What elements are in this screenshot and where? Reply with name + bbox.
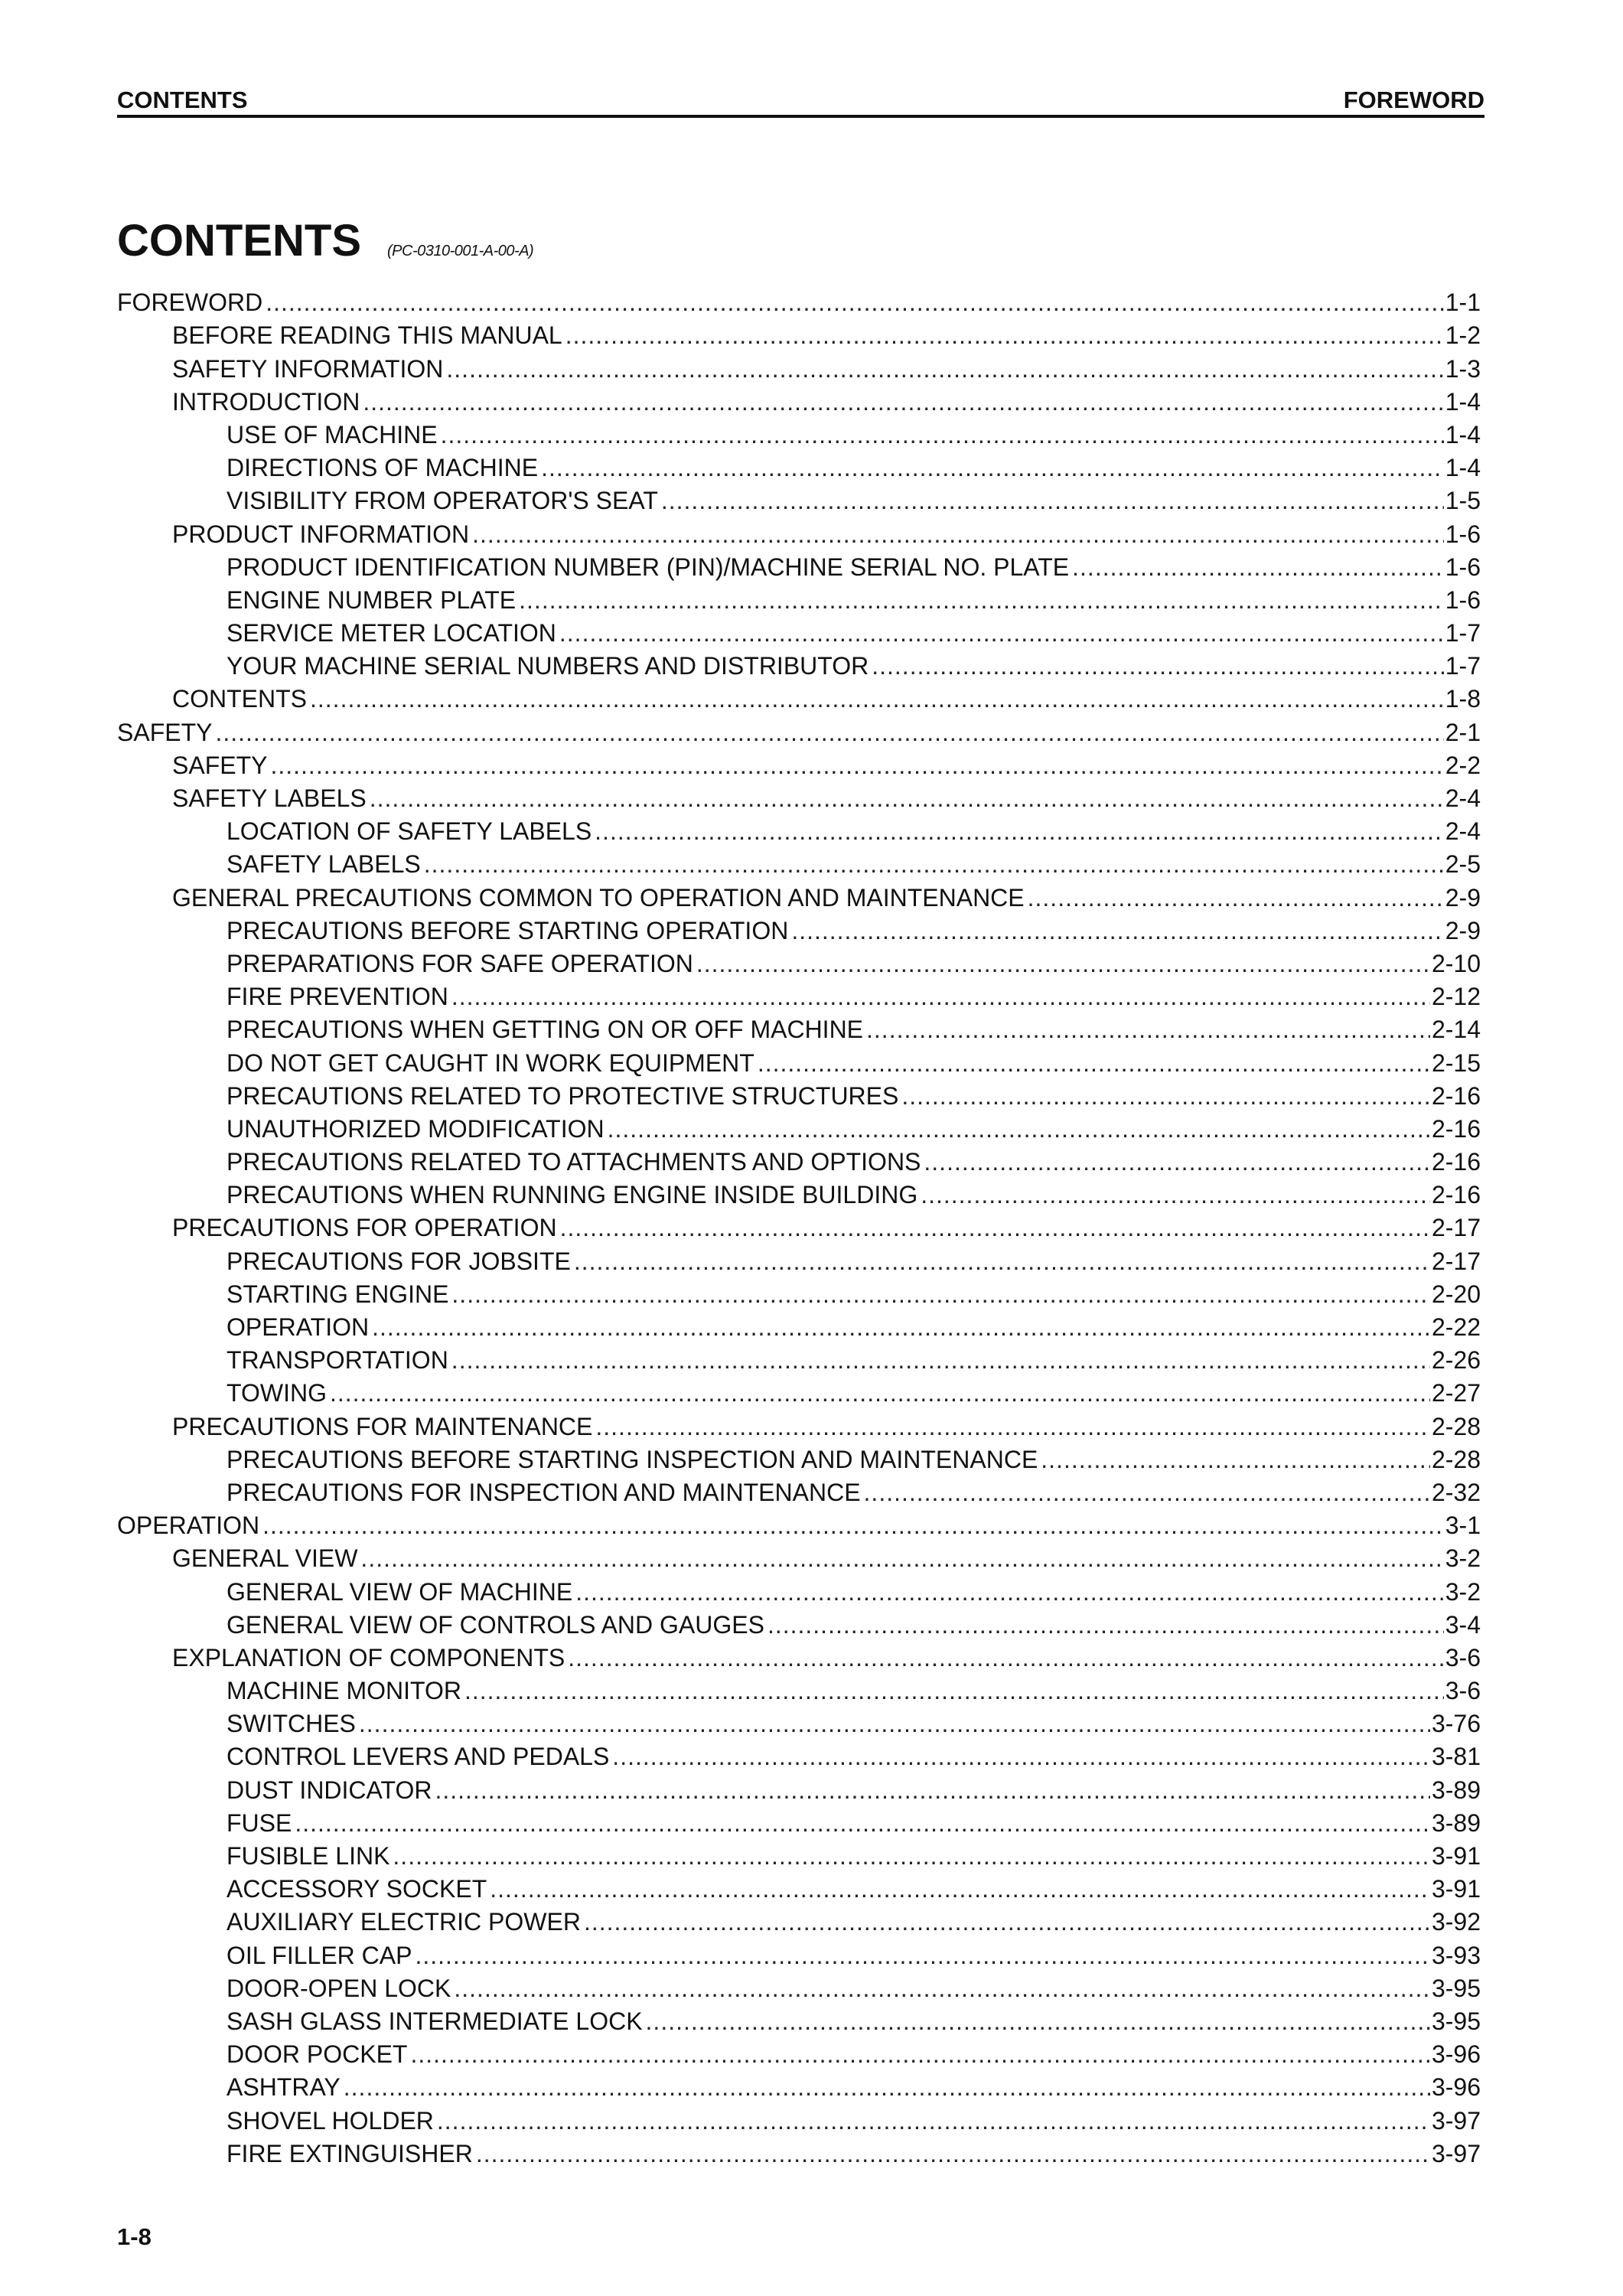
toc-entry[interactable] [117, 2136, 1481, 2169]
toc-entry-title: YOUR MACHINE SERIAL NUMBERS AND DISTRIBUTOR [227, 652, 869, 680]
toc-entry-title: PRECAUTIONS FOR MAINTENANCE [172, 1412, 593, 1440]
toc-leader-dots [476, 2139, 1430, 2169]
toc-entry-title: DO NOT GET CAUGHT IN WORK EQUIPMENT [227, 1049, 754, 1077]
toc-leader-dots [864, 1478, 1430, 1508]
toc-entry[interactable] [117, 846, 1481, 879]
toc-entry-page: 3-96 [1431, 2040, 1481, 2069]
toc-entry-page: 1-4 [1445, 387, 1481, 416]
toc-entry-page: 3-91 [1431, 1842, 1481, 1870]
toc-entry[interactable] [117, 1078, 1481, 1111]
toc-entry-title: FUSIBLE LINK [227, 1842, 390, 1870]
toc-leader-dots [215, 718, 1443, 748]
toc-entry-title: PRODUCT IDENTIFICATION NUMBER (PIN)/MACHINE SERIAL NO. PLATE [227, 553, 1070, 581]
toc-leader-dots [464, 1676, 1444, 1706]
toc-entry[interactable] [117, 714, 1481, 747]
toc-entry[interactable] [117, 1210, 1481, 1243]
toc-entry-page: 2-17 [1431, 1214, 1481, 1242]
toc-entry-page: 2-2 [1445, 751, 1481, 779]
toc-entry-title: GENERAL VIEW [172, 1544, 358, 1573]
toc-leader-dots [451, 1280, 1430, 1309]
toc-entry-page: 3-95 [1431, 1974, 1481, 2002]
toc-entry-title: UNAUTHORIZED MODIFICATION [227, 1114, 605, 1143]
toc-entry-page: 1-1 [1445, 289, 1481, 317]
toc-entry-page: 3-1 [1445, 1512, 1481, 1540]
toc-entry[interactable] [117, 1375, 1481, 1408]
toc-leader-dots [574, 1247, 1430, 1277]
toc-entry[interactable] [117, 2004, 1481, 2037]
toc-entry-title: AUXILIARY ELECTRIC POWER [227, 1908, 581, 1936]
toc-entry-title: PRECAUTIONS WHEN GETTING ON OR OFF MACHINE [227, 1016, 864, 1044]
toc-entry[interactable] [117, 1012, 1481, 1045]
toc-leader-dots [791, 916, 1443, 946]
toc-entry-page: 1-2 [1445, 321, 1481, 350]
toc-entry[interactable] [117, 1541, 1481, 1574]
toc-leader-dots [415, 1941, 1430, 1971]
toc-entry-page: 2-16 [1431, 1148, 1481, 1176]
toc-leader-dots [472, 520, 1444, 550]
toc-entry-page: 2-10 [1431, 949, 1481, 977]
toc-entry-page: 2-22 [1431, 1313, 1481, 1341]
toc-entry-page: 1-6 [1445, 553, 1481, 581]
toc-entry-title: PRECAUTIONS BEFORE STARTING INSPECTION AND MAINTENANCE [227, 1445, 1038, 1473]
toc-entry-title: GENERAL VIEW OF CONTROLS AND GAUGES [227, 1610, 764, 1639]
toc-entry-page: 1-5 [1445, 487, 1481, 515]
toc-entry[interactable] [117, 285, 1481, 318]
toc-entry-title: OPERATION [117, 1512, 260, 1540]
toc-entry-page: 2-4 [1445, 817, 1481, 846]
toc-leader-dots [541, 453, 1444, 483]
toc-entry-page: 2-28 [1431, 1445, 1481, 1473]
toc-entry-title: GENERAL VIEW OF MACHINE [227, 1577, 573, 1606]
toc-leader-dots [295, 1808, 1430, 1838]
toc-entry-title: ENGINE NUMBER PLATE [227, 585, 517, 614]
toc-entry[interactable] [117, 2069, 1481, 2102]
toc-entry-page: 2-16 [1431, 1181, 1481, 1209]
toc-entry-page: 2-9 [1445, 883, 1481, 912]
toc-entry[interactable] [117, 1408, 1481, 1441]
toc-entry-title: STARTING ENGINE [227, 1280, 449, 1308]
toc-entry-page: 2-12 [1431, 983, 1481, 1011]
toc-entry-title: FIRE EXTINGUISHER [227, 2139, 473, 2167]
toc-leader-dots [363, 387, 1443, 417]
toc-entry-page: 2-32 [1431, 1478, 1481, 1506]
toc-entry-page: 3-89 [1431, 1808, 1481, 1837]
page-title-text: CONTENTS [117, 216, 361, 266]
toc-leader-dots [595, 817, 1444, 846]
toc-entry-page: 2-9 [1445, 916, 1481, 944]
page-title [117, 214, 533, 268]
toc-entry-title: PRECAUTIONS FOR OPERATION [172, 1214, 557, 1242]
toc-entry-title: DOOR POCKET [227, 2040, 408, 2069]
toc-leader-dots [565, 321, 1444, 351]
toc-leader-dots [344, 2073, 1430, 2102]
toc-entry-title: USE OF MACHINE [227, 420, 438, 448]
toc-leader-dots [758, 1049, 1430, 1078]
header-chapter-label: FOREWORD [1343, 86, 1484, 113]
toc-entry[interactable] [117, 913, 1481, 946]
toc-leader-dots [924, 1147, 1430, 1177]
toc-entry[interactable] [117, 516, 1481, 549]
toc-leader-dots [437, 2106, 1430, 2136]
toc-leader-dots [393, 1841, 1430, 1871]
toc-entry[interactable] [117, 1937, 1481, 1970]
toc-leader-dots [646, 2007, 1430, 2037]
toc-entry-title: LOCATION OF SAFETY LABELS [227, 817, 592, 846]
toc-entry-page: 3-95 [1431, 2007, 1481, 2035]
toc-leader-dots [584, 1907, 1430, 1937]
toc-entry-page: 1-7 [1445, 619, 1481, 647]
toc-entry-title: PREPARATIONS FOR SAFE OPERATION [227, 949, 693, 977]
toc-entry-title: PRECAUTIONS RELATED TO ATTACHMENTS AND OPTIONS [227, 1148, 921, 1176]
toc-entry[interactable] [117, 318, 1481, 351]
toc-leader-dots [446, 354, 1443, 384]
toc-entry-title: ASHTRAY [227, 2073, 341, 2102]
table-of-contents [117, 285, 1481, 2169]
toc-leader-dots [262, 1511, 1444, 1541]
toc-entry[interactable] [117, 1838, 1481, 1871]
toc-leader-dots [270, 751, 1443, 781]
toc-entry[interactable] [117, 1508, 1481, 1541]
toc-entry-page: 2-4 [1445, 784, 1481, 812]
toc-entry-title: SAFETY LABELS [172, 784, 367, 812]
toc-entry-title: SWITCHES [227, 1710, 356, 1738]
toc-entry-page: 3-6 [1445, 1677, 1481, 1705]
toc-entry[interactable] [117, 1574, 1481, 1606]
toc-entry[interactable] [117, 1607, 1481, 1640]
toc-entry[interactable] [117, 1640, 1481, 1673]
toc-entry-title: SAFETY [172, 751, 268, 779]
toc-leader-dots [768, 1610, 1444, 1640]
toc-entry[interactable] [117, 1673, 1481, 1706]
toc-entry[interactable] [117, 1243, 1481, 1276]
toc-entry[interactable] [117, 1277, 1481, 1309]
toc-leader-dots [451, 1345, 1430, 1375]
toc-leader-dots [410, 2040, 1429, 2069]
toc-leader-dots [921, 1180, 1430, 1210]
toc-entry[interactable] [117, 1871, 1481, 1904]
toc-entry[interactable] [117, 1971, 1481, 2004]
toc-entry-title: PRODUCT INFORMATION [172, 520, 470, 548]
toc-entry[interactable] [117, 1739, 1481, 1772]
toc-leader-dots [1041, 1445, 1430, 1475]
toc-entry-title: FUSE [227, 1808, 292, 1837]
toc-leader-dots [661, 486, 1444, 516]
toc-entry-title: OPERATION [227, 1313, 370, 1341]
toc-entry-title: SAFETY [117, 718, 213, 746]
toc-entry-page: 1-4 [1445, 420, 1481, 448]
toc-entry[interactable] [117, 1309, 1481, 1342]
toc-entry[interactable] [117, 1772, 1481, 1805]
toc-entry[interactable] [117, 648, 1481, 681]
toc-leader-dots [559, 618, 1444, 648]
toc-entry-page: 1-3 [1445, 354, 1481, 383]
toc-leader-dots [435, 1776, 1429, 1805]
toc-entry-page: 2-16 [1431, 1081, 1481, 1110]
document-code: (PC-0310-001-A-00-A) [387, 243, 534, 259]
toc-entry[interactable] [117, 384, 1481, 417]
toc-entry[interactable] [117, 946, 1481, 979]
toc-entry-title: BEFORE READING THIS MANUAL [172, 321, 562, 350]
toc-entry-page: 1-6 [1445, 520, 1481, 548]
toc-entry[interactable] [117, 879, 1481, 912]
toc-entry-page: 2-26 [1431, 1346, 1481, 1375]
toc-leader-dots [560, 1213, 1430, 1243]
toc-leader-dots [866, 1015, 1430, 1045]
toc-entry-page: 2-15 [1431, 1049, 1481, 1077]
toc-entry-title: PRECAUTIONS BEFORE STARTING OPERATION [227, 916, 789, 944]
toc-entry[interactable] [117, 550, 1481, 582]
toc-leader-dots [519, 585, 1444, 615]
toc-entry[interactable] [117, 1706, 1481, 1739]
toc-entry-page: 1-6 [1445, 585, 1481, 614]
toc-leader-dots [901, 1081, 1430, 1111]
toc-entry-title: INTRODUCTION [172, 387, 360, 416]
toc-entry[interactable] [117, 2102, 1481, 2135]
toc-entry[interactable] [117, 1144, 1481, 1177]
toc-entry-page: 2-20 [1431, 1280, 1481, 1308]
toc-leader-dots [872, 651, 1444, 681]
toc-entry[interactable] [117, 1442, 1481, 1475]
toc-entry-page: 3-4 [1445, 1610, 1481, 1639]
toc-leader-dots [372, 1313, 1430, 1342]
toc-entry-page: 3-2 [1445, 1577, 1481, 1606]
toc-entry[interactable] [117, 483, 1481, 516]
toc-leader-dots [310, 684, 1444, 714]
toc-leader-dots [568, 1643, 1444, 1673]
toc-leader-dots [370, 784, 1444, 814]
toc-entry[interactable] [117, 1342, 1481, 1375]
toc-leader-dots [359, 1709, 1430, 1739]
toc-entry-title: DOOR-OPEN LOCK [227, 1974, 451, 2002]
toc-entry-title: OIL FILLER CAP [227, 1941, 412, 1969]
toc-entry[interactable] [117, 2037, 1481, 2069]
toc-leader-dots [595, 1412, 1430, 1442]
toc-leader-dots [441, 420, 1444, 450]
page-number: 1-8 [117, 2223, 152, 2250]
toc-entry[interactable] [117, 748, 1481, 781]
toc-entry[interactable] [117, 1111, 1481, 1144]
toc-leader-dots [612, 1742, 1430, 1772]
toc-entry-page: 2-1 [1445, 718, 1481, 746]
toc-leader-dots [451, 982, 1430, 1012]
toc-entry-page: 1-4 [1445, 454, 1481, 482]
toc-leader-dots [490, 1874, 1430, 1904]
toc-entry[interactable] [117, 681, 1481, 714]
toc-leader-dots [424, 850, 1444, 879]
toc-entry-page: 3-96 [1431, 2073, 1481, 2102]
toc-entry-title: CONTROL LEVERS AND PEDALS [227, 1743, 610, 1771]
toc-entry[interactable] [117, 979, 1481, 1012]
toc-entry-page: 3-76 [1431, 1710, 1481, 1738]
toc-entry-page: 2-28 [1431, 1412, 1481, 1440]
toc-entry[interactable] [117, 1805, 1481, 1838]
toc-entry[interactable] [117, 1045, 1481, 1078]
toc-entry-title: MACHINE MONITOR [227, 1677, 461, 1705]
toc-leader-dots [266, 288, 1444, 318]
toc-entry-title: PRECAUTIONS FOR JOBSITE [227, 1247, 571, 1275]
toc-leader-dots [696, 949, 1430, 979]
toc-leader-dots [360, 1544, 1443, 1574]
toc-entry[interactable] [117, 1475, 1481, 1508]
toc-entry-title: SHOVEL HOLDER [227, 2106, 434, 2135]
toc-entry-title: SAFETY LABELS [227, 850, 421, 879]
toc-entry[interactable] [117, 1904, 1481, 1937]
toc-leader-dots [330, 1378, 1430, 1408]
toc-leader-dots [1072, 553, 1444, 582]
toc-entry-page: 2-27 [1431, 1379, 1481, 1407]
toc-entry[interactable] [117, 417, 1481, 450]
toc-entry-page: 3-97 [1431, 2106, 1481, 2135]
toc-leader-dots [1028, 883, 1444, 913]
toc-entry-page: 2-16 [1431, 1114, 1481, 1143]
toc-entry-title: EXPLANATION OF COMPONENTS [172, 1643, 565, 1671]
toc-entry[interactable] [117, 1177, 1481, 1210]
toc-entry-title: PRECAUTIONS FOR INSPECTION AND MAINTENANCE [227, 1478, 861, 1506]
toc-entry-title: PRECAUTIONS RELATED TO PROTECTIVE STRUCTURES [227, 1081, 899, 1110]
toc-entry-page: 3-2 [1445, 1544, 1481, 1573]
toc-entry-page: 2-17 [1431, 1247, 1481, 1275]
toc-entry-title: DUST INDICATOR [227, 1776, 432, 1804]
toc-entry[interactable] [117, 582, 1481, 615]
toc-entry-page: 3-92 [1431, 1908, 1481, 1936]
toc-entry-title: CONTENTS [172, 685, 307, 713]
toc-entry-page: 3-91 [1431, 1875, 1481, 1903]
toc-entry-title: SAFETY INFORMATION [172, 354, 444, 383]
toc-entry[interactable] [117, 450, 1481, 483]
header-section-label: CONTENTS [117, 86, 248, 113]
toc-entry-title: GENERAL PRECAUTIONS COMMON TO OPERATION AND MAINTENANCE [172, 883, 1025, 912]
toc-entry-title: FOREWORD [117, 289, 263, 317]
toc-entry-title: FIRE PREVENTION [227, 983, 448, 1011]
toc-entry-title: SERVICE METER LOCATION [227, 619, 556, 647]
toc-entry-page: 2-5 [1445, 850, 1481, 879]
toc-entry-title: TRANSPORTATION [227, 1346, 448, 1375]
toc-entry[interactable] [117, 351, 1481, 383]
toc-entry-page: 3-97 [1431, 2139, 1481, 2167]
toc-entry[interactable] [117, 781, 1481, 814]
toc-entry-page: 1-8 [1445, 685, 1481, 713]
toc-entry-title: PRECAUTIONS WHEN RUNNING ENGINE INSIDE BUILDING [227, 1181, 918, 1209]
toc-entry-page: 3-89 [1431, 1776, 1481, 1804]
toc-entry-title: DIRECTIONS OF MACHINE [227, 454, 539, 482]
toc-entry-title: VISIBILITY FROM OPERATOR'S SEAT [227, 487, 658, 515]
toc-entry-page: 2-14 [1431, 1016, 1481, 1044]
toc-leader-dots [454, 1974, 1430, 2004]
toc-entry-title: ACCESSORY SOCKET [227, 1875, 487, 1903]
toc-leader-dots [575, 1577, 1444, 1607]
page-header [117, 86, 1484, 118]
toc-leader-dots [608, 1114, 1430, 1144]
toc-entry-page: 3-81 [1431, 1743, 1481, 1771]
toc-entry-title: TOWING [227, 1379, 327, 1407]
toc-entry[interactable] [117, 814, 1481, 846]
toc-entry-title: SASH GLASS INTERMEDIATE LOCK [227, 2007, 643, 2035]
toc-entry[interactable] [117, 615, 1481, 648]
toc-entry-page: 3-93 [1431, 1941, 1481, 1969]
toc-entry-page: 3-6 [1445, 1643, 1481, 1671]
toc-entry-page: 1-7 [1445, 652, 1481, 680]
